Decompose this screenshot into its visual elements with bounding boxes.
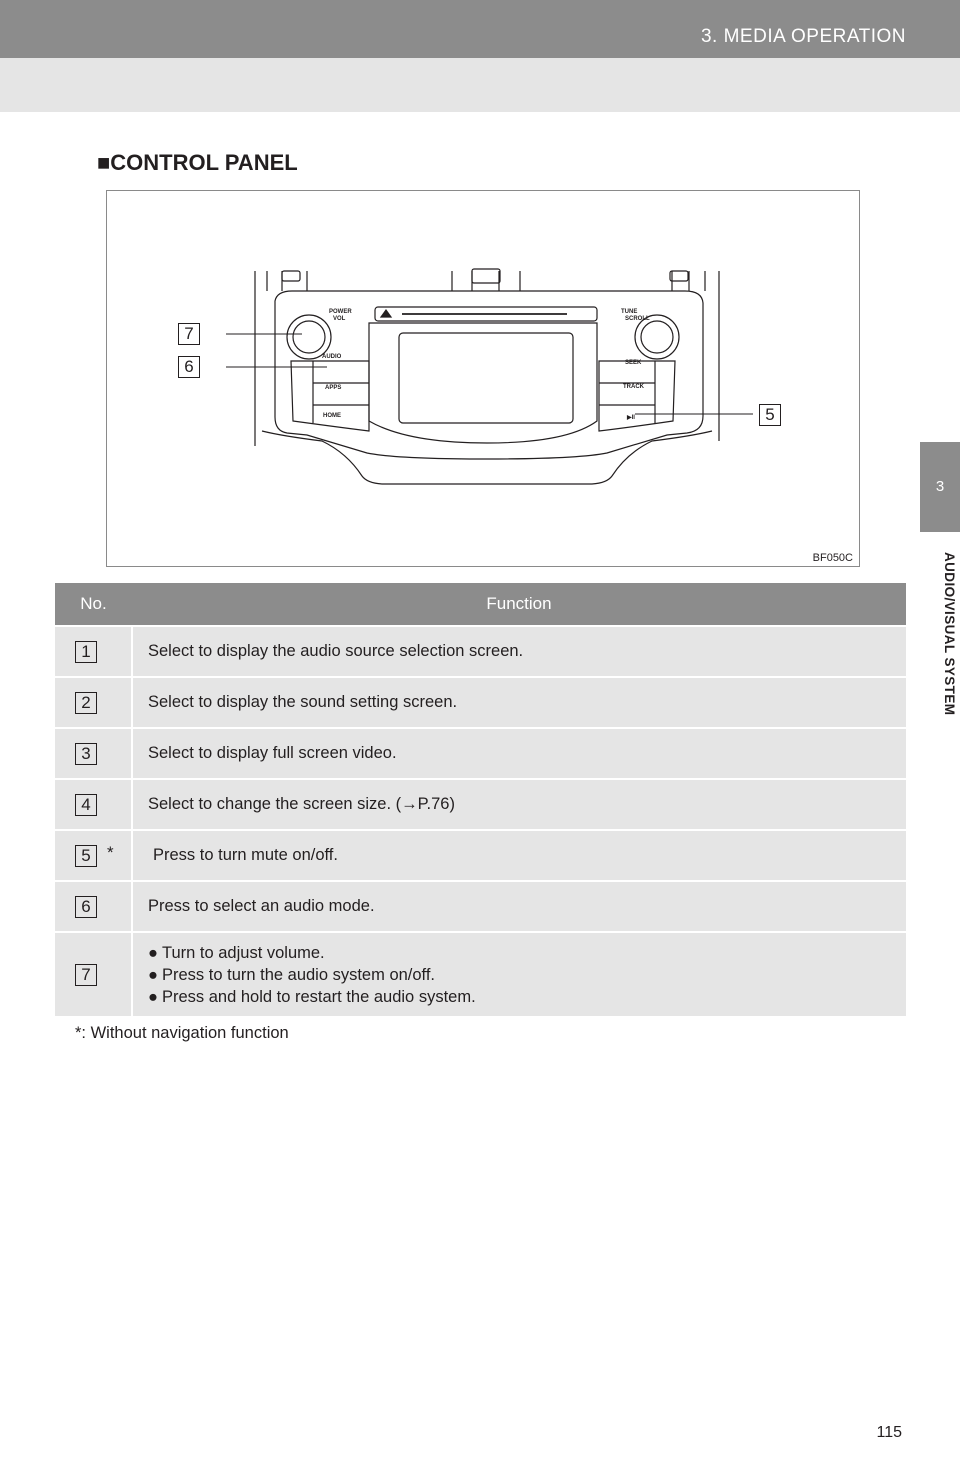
side-tab-label: AUDIO/VISUAL SYSTEM bbox=[942, 552, 957, 716]
control-panel-figure bbox=[106, 190, 860, 567]
label-power-vol: POWER VOL bbox=[329, 309, 352, 322]
figure-code: BF050C bbox=[812, 552, 853, 564]
label-tune-scroll: TUNE SCROLL bbox=[621, 309, 650, 322]
table-row bbox=[55, 626, 906, 677]
header-band bbox=[0, 58, 960, 112]
lower-trim bbox=[262, 431, 712, 484]
footnote: *: Without navigation function bbox=[75, 1024, 289, 1042]
bullet-list bbox=[148, 942, 905, 1008]
label-apps: APPS bbox=[325, 385, 342, 391]
section-title: ■CONTROL PANEL bbox=[97, 150, 298, 175]
label-audio: AUDIO bbox=[322, 354, 342, 360]
row-number: 4 bbox=[75, 794, 97, 816]
screen bbox=[399, 333, 573, 423]
row-function: Press to select an audio mode. bbox=[132, 881, 906, 932]
row-function: Press to turn mute on/off. bbox=[132, 830, 906, 881]
function-table bbox=[55, 583, 906, 1016]
label-track: TRACK bbox=[623, 384, 644, 390]
row-function: Select to display full screen video. bbox=[132, 728, 906, 779]
bullet-icon: ● bbox=[148, 965, 158, 984]
list-item: ● Turn to adjust volume. bbox=[148, 943, 325, 962]
header-function: Function bbox=[132, 583, 906, 626]
side-tab-number: 3 bbox=[935, 478, 945, 495]
row-number: 7 bbox=[75, 964, 97, 986]
control-panel-illustration bbox=[107, 191, 859, 566]
bullet-icon: ● bbox=[148, 987, 158, 1006]
header-no: No. bbox=[55, 583, 132, 626]
bullet-icon: ● bbox=[148, 943, 158, 962]
row-function bbox=[132, 932, 906, 1016]
label-seek: SEEK bbox=[625, 360, 642, 366]
table-row bbox=[55, 728, 906, 779]
table-row bbox=[55, 779, 906, 830]
row-function: Select to display the audio source selection screen. bbox=[132, 626, 906, 677]
row-number: 2 bbox=[75, 692, 97, 714]
chapter-title: 3. MEDIA OPERATION bbox=[700, 26, 906, 47]
right-button-group bbox=[599, 361, 675, 431]
list-item: ● Press and hold to restart the audio system. bbox=[148, 987, 476, 1006]
row-number: 3 bbox=[75, 743, 97, 765]
footnote-marker: * bbox=[107, 842, 114, 862]
table-row bbox=[55, 881, 906, 932]
list-item: ● Press to turn the audio system on/off. bbox=[148, 965, 436, 984]
row-function: Select to change the screen size. (→P.76) bbox=[132, 779, 906, 830]
page-number: 115 bbox=[876, 1424, 902, 1441]
callout-7: 7 bbox=[178, 323, 200, 345]
row-function: Select to display the sound setting screen. bbox=[132, 677, 906, 728]
power-volume-knob bbox=[287, 315, 331, 359]
left-button-group bbox=[291, 361, 369, 431]
table-row bbox=[55, 830, 906, 881]
label-play-pause: ▶II bbox=[627, 415, 635, 421]
row-number: 5 bbox=[75, 845, 97, 867]
screen-surround bbox=[369, 323, 597, 443]
row-number: 6 bbox=[75, 896, 97, 918]
label-home: HOME bbox=[323, 413, 341, 419]
table-row bbox=[55, 932, 906, 1016]
table-row bbox=[55, 677, 906, 728]
callout-6: 6 bbox=[178, 356, 200, 378]
callout-5: 5 bbox=[759, 404, 781, 426]
row-number: 1 bbox=[75, 641, 97, 663]
